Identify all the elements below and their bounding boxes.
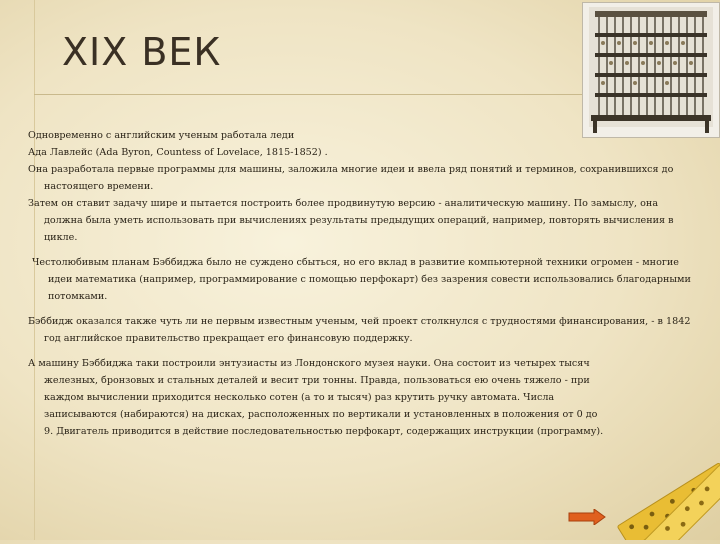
paragraph-3: Она разработала первые программы для машины, заложила многие идеи и ввела ряд понятий и терминов, сохранившихся до настоящего времени.	[28, 164, 674, 192]
paragraph-2: Ада Лавлейс (Ada Byron, Countess of Lovelace, 1815-1852) .	[28, 147, 328, 158]
slide-body	[28, 127, 698, 440]
title-divider	[34, 94, 582, 95]
paragraph-1: Одновременно с английским ученым работала леди	[28, 130, 295, 141]
punched-cards-image	[606, 450, 720, 540]
arrow-right-icon[interactable]	[568, 509, 606, 529]
difference-engine-image	[582, 2, 720, 138]
paragraph-7: А машину Бэббиджа таки построили энтузиасты из Лондонского музея науки. Она состоит из четырех тысяч железных, бронзовых и стальных деталей и весит три тонны. Правда, пользоваться ею очень тяжело - при каждом вычислении приходится несколько сотен (а то и тысяч) раз крутить ручку автомата. Числа записываются (набираются) на дисках, расположенных по вертикали и установленных в положения от 0 до 9. Двигатель приводится в действие последовательностью перфокарт, содержащих инструкции (программу).	[28, 358, 604, 437]
slide-title: XIX ВЕК	[62, 30, 222, 74]
paragraph-5: Честолюбивым планам Бэббиджа было не суждено сбыться, но его вклад в развитие компьютерной техники огромен - многие идеи математика (например, программирование с помощью перфокарт) без зазрения совести использовались благодарными потомками.	[32, 257, 691, 302]
paragraph-6: Бэббидж оказался также чуть ли не первым известным ученым, чей проект столкнулся с трудностями финансирования, - в 1842 год английское правительство прекращает его финансовую поддержку.	[28, 316, 691, 344]
paragraph-4: Затем он ставит задачу шире и пытается построить более продвинутую версию - аналитическую машину. По замыслу, она должна была уметь использовать при вычислениях результаты предыдущих операций, например, повторять вычисления в цикле.	[28, 198, 674, 243]
